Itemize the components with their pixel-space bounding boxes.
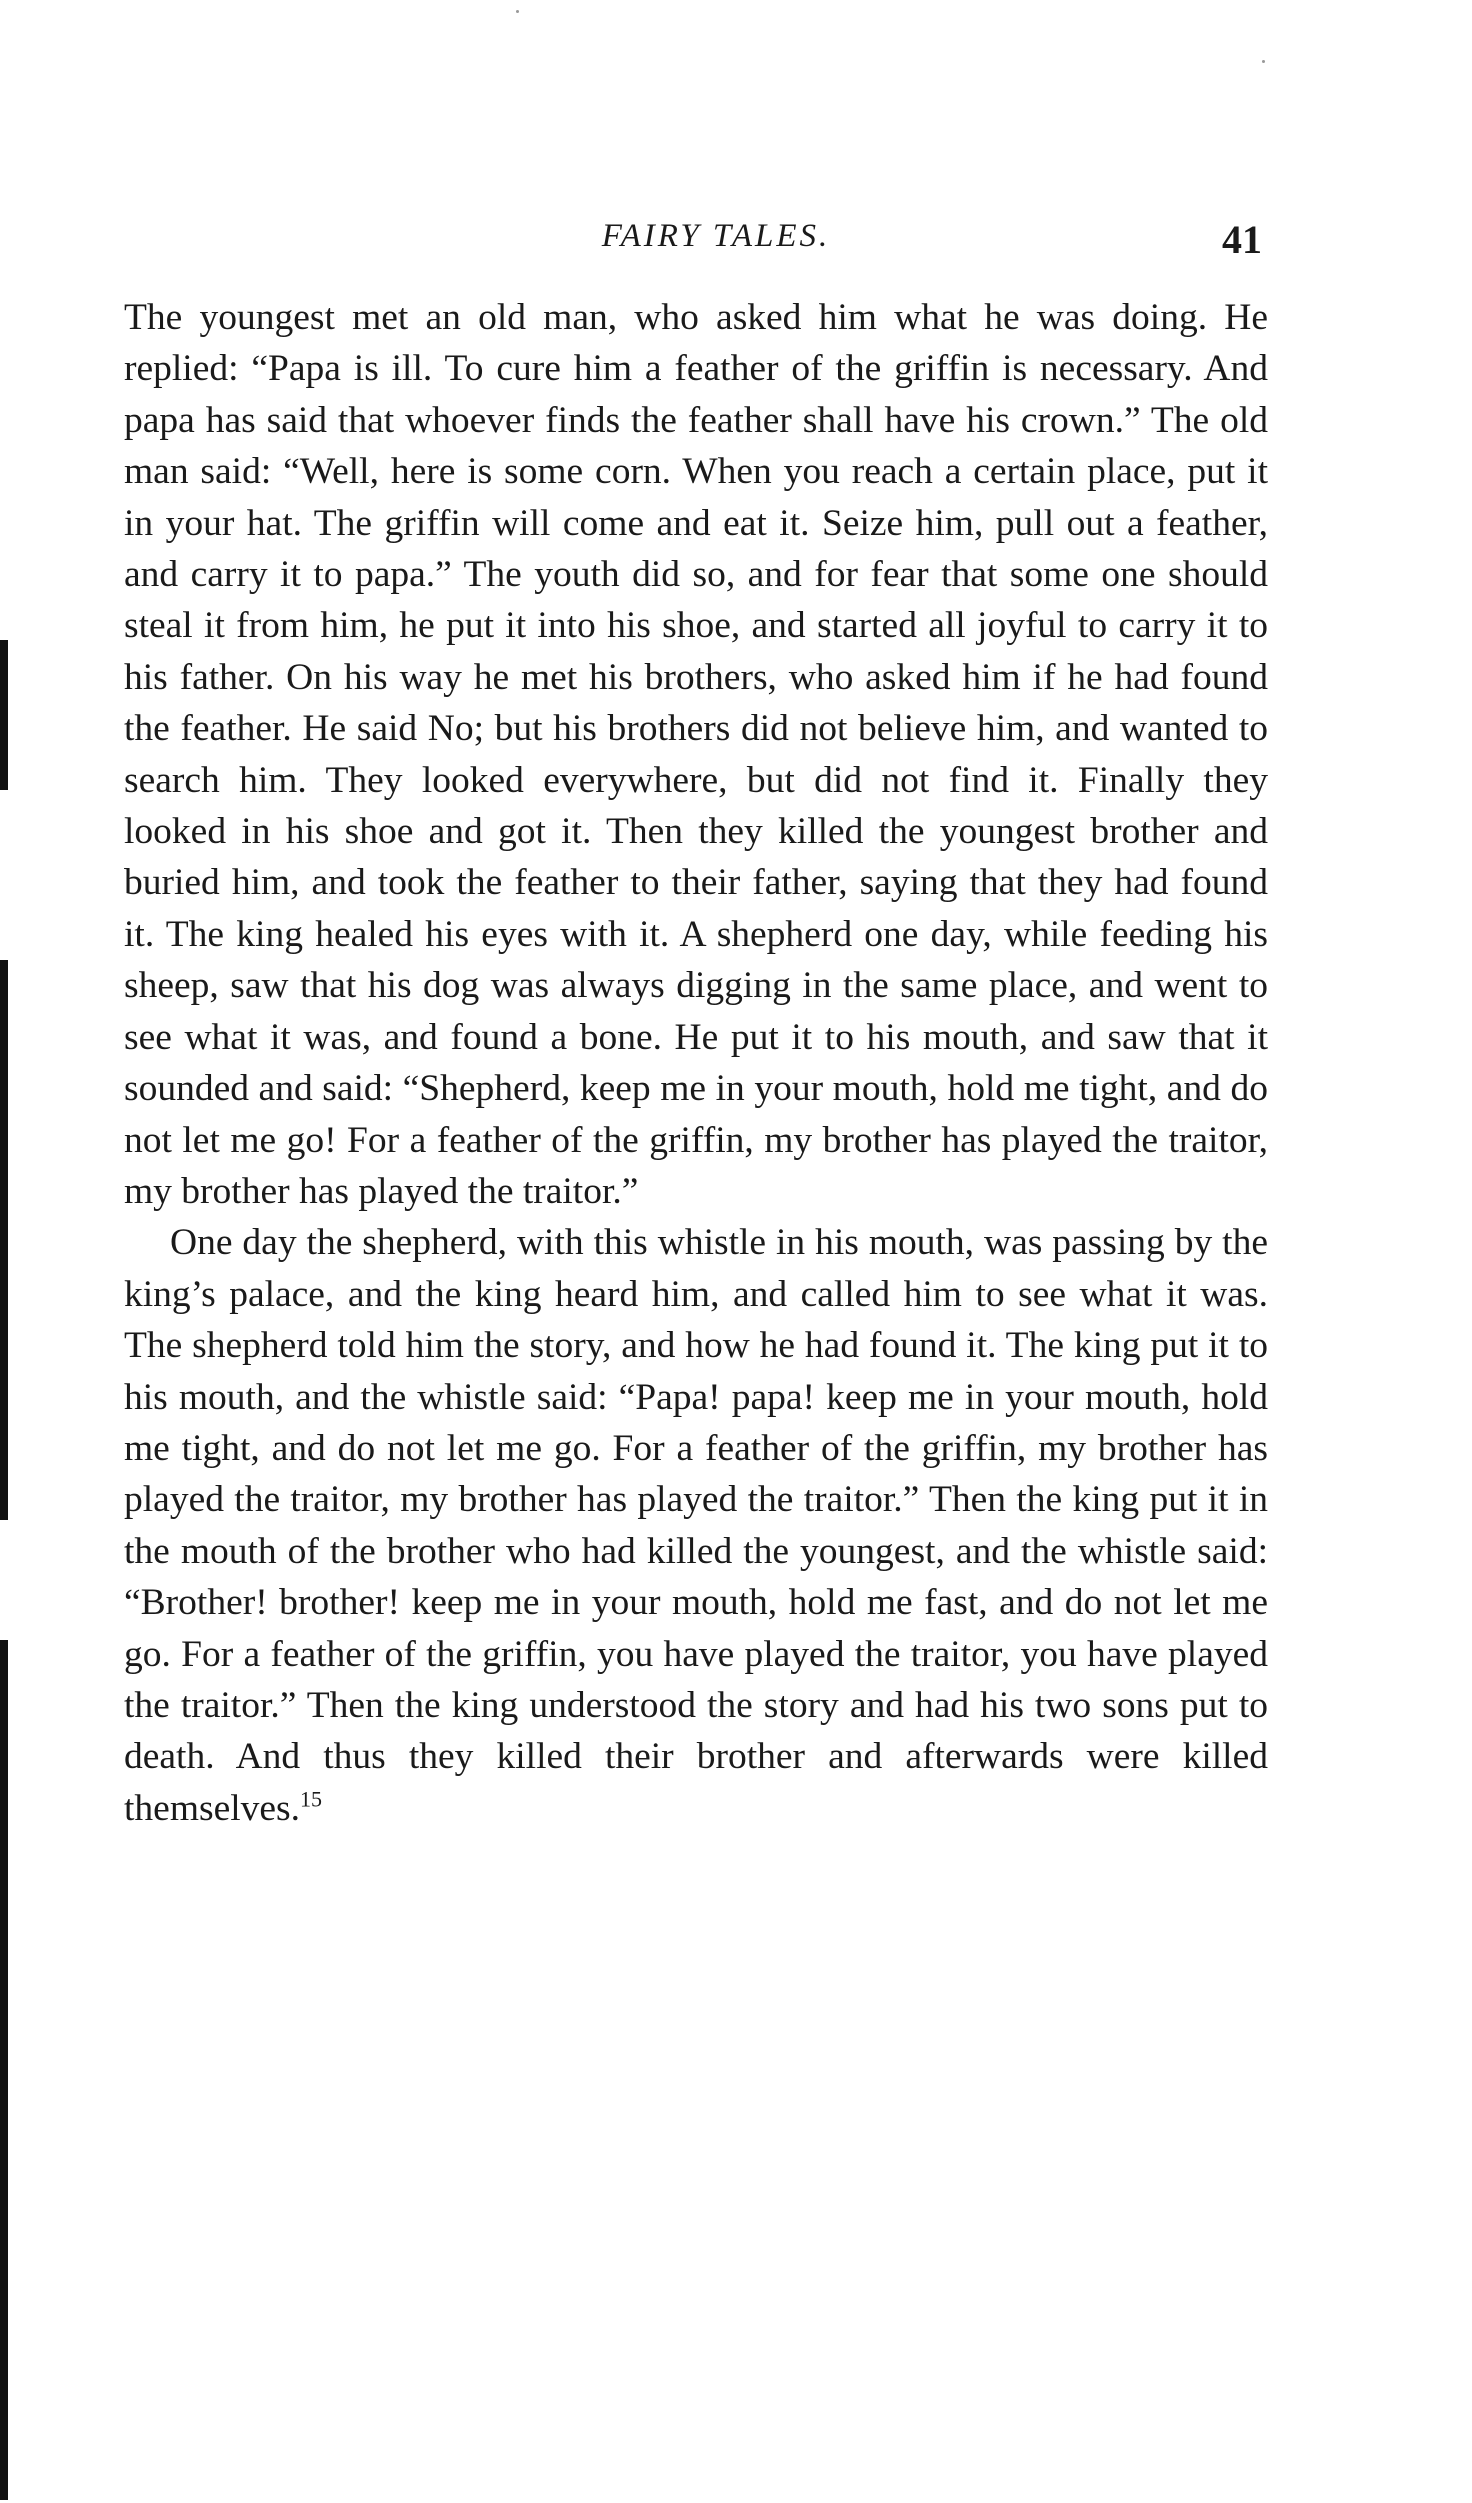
body-text xyxy=(124,292,1268,1834)
page-speck xyxy=(1262,60,1265,63)
paragraph-text: One day the shepherd, with this whistle in his mouth, was passing by the king’s palace, and the king heard him, and called him to see what it was. The shepherd told him the story, and how he had found it. The king put it to his mouth, and the whistle said: “Papa! papa! keep me in your mouth, hold me tight, and do not let me go. For a feather of the griffin, my brother has played the traitor, my brother has played the traitor.” Then the king put it in the mouth of the brother who had killed the youngest, and the whistle said: “Brother! brother! keep me in your mouth, hold me fast, and do not let me go. For a feather of the griffin, you have played the traitor, you have played the traitor.” Then the king understood the story and had his two sons put to death. And thus they killed their brother and afterwards were killed themselves. xyxy=(124,1222,1268,1829)
binding-shadow xyxy=(0,640,8,790)
footnote-marker[interactable]: 15 xyxy=(300,1786,323,1812)
page-number: 41 xyxy=(1222,217,1262,262)
page-speck xyxy=(516,10,519,13)
paragraph: The youngest met an old man, who asked him what he was doing. He replied: “Papa is ill. To cure him a feather of the griffin is necessary. And papa has said that whoever finds the feather shall have his crown.” The old man said: “Well, here is some corn. When you reach a certain place, put it in your hat. The griffin will come and eat it. Seize him, pull out a feather, and carry it to papa.” The youth did so, and for fear that some one should steal it from him, he put it into his shoe, and started all joyful to carry it to his father. On his way he met his brothers, who asked him if he had found the feather. He said No; but his brothers did not believe him, and wanted to search him. They looked everywhere, but did not find it. Finally they looked in his shoe and got it. Then they killed the youngest brother and buried him, and took the feather to their father, saying that they had found it. The king healed his eyes with it. A shepherd one day, while feeding his sheep, saw that his dog was always digging in the same place, and went to see what it was, and found a bone. He put it to his mouth, and saw that it sounded and said: “Shepherd, keep me in your mouth, hold me tight, and do not let me go! For a feather of the griffin, my brother has played the traitor, my brother has played the traitor.” xyxy=(124,297,1268,1212)
running-head xyxy=(124,218,1268,278)
running-title: FAIRY TALES. xyxy=(601,218,831,254)
binding-shadow xyxy=(0,1640,8,2500)
paragraph xyxy=(124,1217,1268,1834)
binding-shadow xyxy=(0,960,8,1520)
